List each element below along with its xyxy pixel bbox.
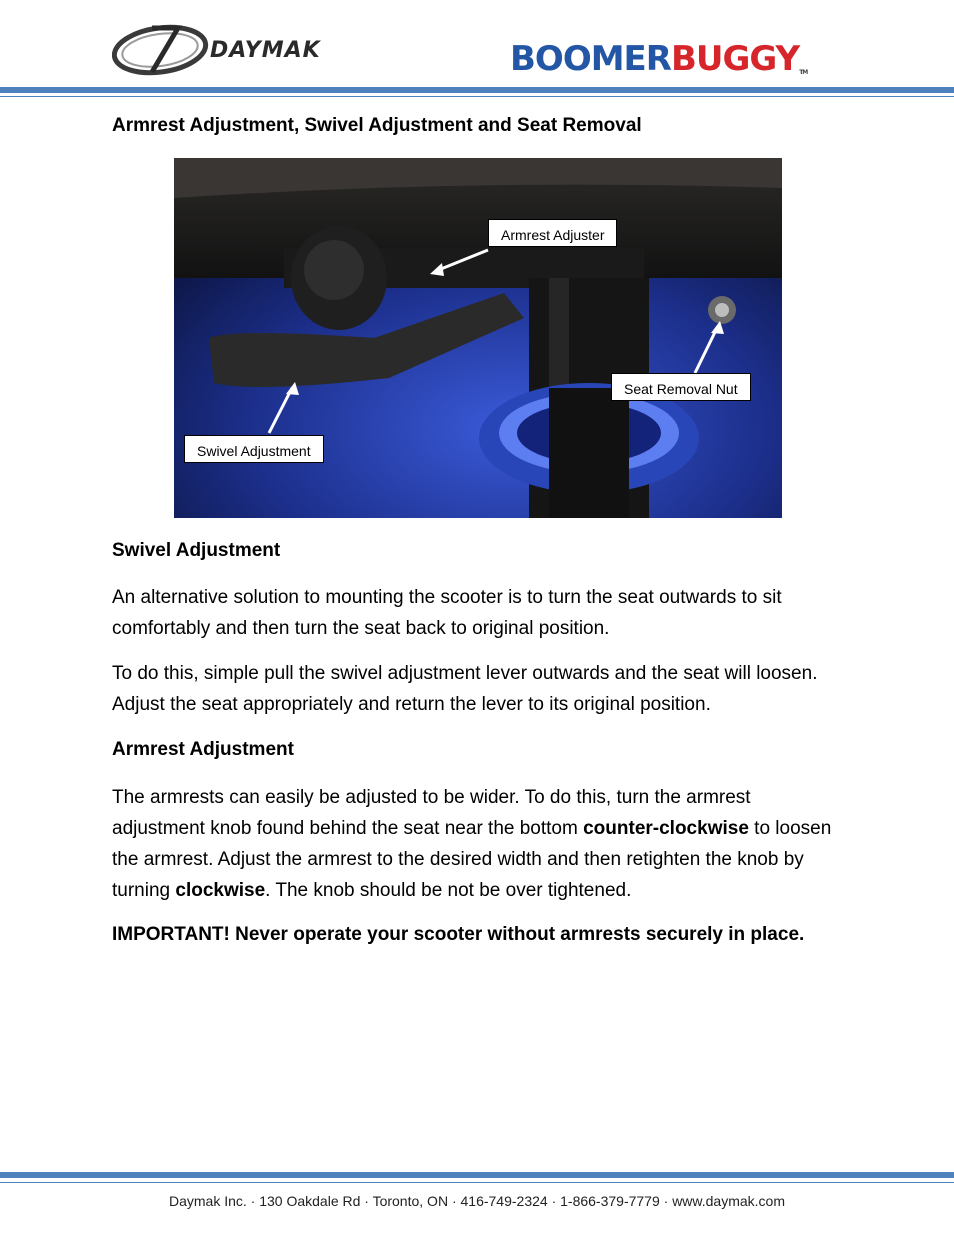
armrest-text-3: . The knob should be not be over tightened. xyxy=(265,880,632,901)
callout-swivel-adjustment: Swivel Adjustment xyxy=(184,435,324,463)
daymak-logo-text: DAYMAK xyxy=(210,38,321,63)
header-rule-thick xyxy=(0,87,954,93)
buggy-logo-part: BUGGY xyxy=(670,39,800,79)
callout-armrest-adjuster: Armrest Adjuster xyxy=(488,219,617,247)
footer-rule-thick xyxy=(0,1172,954,1178)
armrest-bold-counter-clockwise: counter-clockwise xyxy=(583,818,749,839)
section-title: Armrest Adjustment, Swivel Adjustment and Seat Removal xyxy=(112,115,642,136)
callout-seat-removal-nut: Seat Removal Nut xyxy=(611,373,751,401)
armrest-text-2: to loosen the armrest. Adjust the armrest to the desired width and then retighten the knob by turning xyxy=(112,818,832,901)
seat-mechanism-photo xyxy=(174,158,782,518)
armrest-text-1: The armrests can easily be adjusted to be wider. To do this, turn the armrest adjustment knob found behind the seat near the bottom xyxy=(112,787,751,839)
boomer-logo-part: BOOMER xyxy=(510,39,671,79)
boomerbuggy-logo xyxy=(510,39,808,79)
armrest-paragraph xyxy=(112,782,847,906)
swivel-heading: Swivel Adjustment xyxy=(112,540,281,561)
armrest-bold-clockwise: clockwise xyxy=(175,880,266,901)
header-rule-thin xyxy=(0,96,954,97)
swivel-paragraph-2: To do this, simple pull the swivel adjustment lever outwards and the seat will loosen. Adjust the seat appropriately and return the lever to its original position. xyxy=(112,663,818,715)
footer-rule-thin xyxy=(0,1182,954,1183)
trademark-mark: TM xyxy=(799,69,808,76)
photo-illustration xyxy=(174,158,782,518)
important-warning: IMPORTANT! Never operate your scooter without armrests securely in place. xyxy=(112,924,805,945)
swivel-paragraph-1: An alternative solution to mounting the scooter is to turn the seat outwards to sit comfortably and then turn the seat back to original position. xyxy=(112,587,782,639)
footer-contact: Daymak Inc. · 130 Oakdale Rd · Toronto, ON · 416-749-2324 · 1-866-379-7779 · www.daymak.com xyxy=(168,1193,786,1209)
armrest-heading: Armrest Adjustment xyxy=(112,739,294,760)
